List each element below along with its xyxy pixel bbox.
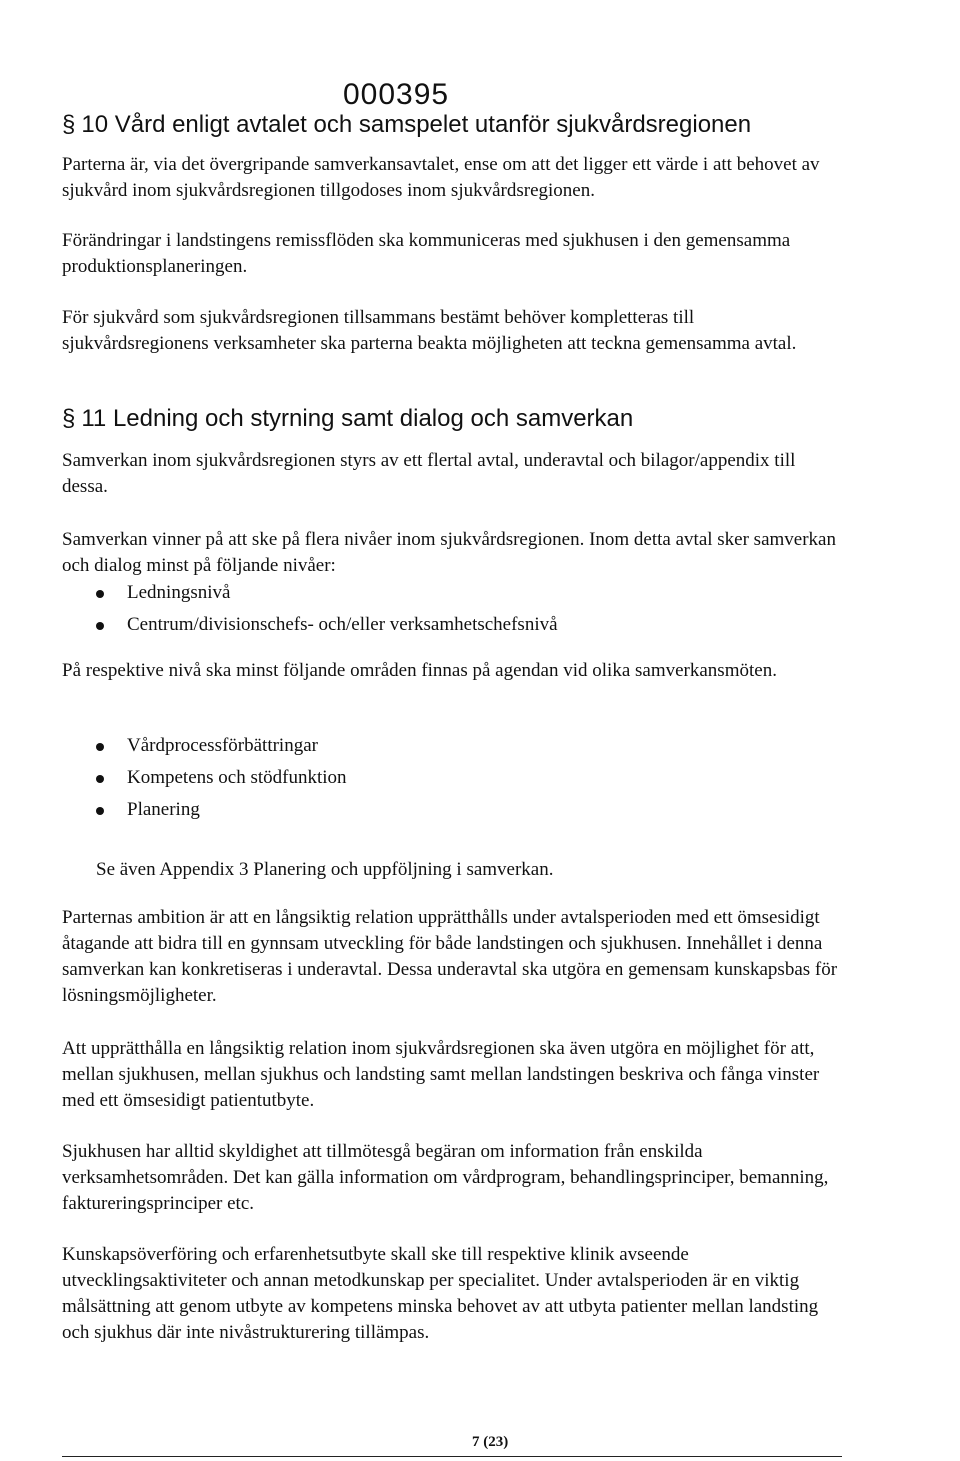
section-10-paragraph-2: Förändringar i landstingens remissflöden ska kommuniceras med sjukhusen i den gemensamma produktionsplaneringen. (62, 230, 791, 277)
page-number: 7 (23) (472, 1434, 509, 1450)
archive-stamp-number: 000395 (343, 78, 450, 111)
list-item: Ledningsnivå (96, 577, 558, 609)
list-item: Planering (96, 794, 347, 826)
section-11-intro: Samverkan inom sjukvårdsregionen styrs av ett flertal avtal, underavtal och bilagor/appendix till dessa. (62, 450, 796, 497)
list-item: Centrum/divisionschefs- och/eller verksamhetschefsnivå (96, 609, 558, 641)
section-11-paragraph-2: Att upprätthålla en långsiktig relation inom sjukvårdsregionen ska även utgöra en möjlighet för att, mellan sjukhusen, mellan sjukhus och landsting samt mellan landstingen beskriva och fånga vinster med ett ömsesidigt patientutbyte. (62, 1038, 820, 1111)
section-11-title: 11 Ledning och styrning samt dialog och samverkan (81, 405, 634, 432)
section-symbol: § (62, 405, 76, 432)
section-11-levels-text: Samverkan vinner på att ske på flera nivåer inom sjukvårdsregionen. Inom detta avtal sker samverkan och dialog minst på följande nivåer: (62, 529, 836, 576)
section-10-heading (62, 110, 751, 140)
section-11-heading (62, 404, 633, 434)
section-symbol: § (62, 111, 76, 138)
section-11-paragraph-3: Sjukhusen har alltid skyldighet att tillmötesgå begäran om information från enskilda verksamhetsområden. Det kan gälla information om vårdprogram, behandlingsprinciper, bemanning, faktureringsprinciper etc. (62, 1141, 829, 1214)
list-item: Vårdprocessförbättringar (96, 730, 347, 762)
areas-list (96, 730, 347, 826)
section-10-paragraph-1: Parterna är, via det övergripande samverkansavtalet, ense om att det ligger ett värde i att behovet av sjukvård inom sjukvårdsregionen tillgodoses inom sjukvårdsregionen. (62, 154, 820, 201)
list-item: Kompetens och stödfunktion (96, 762, 347, 794)
see-also-appendix: Se även Appendix 3 Planering och uppföljning i samverkan. (96, 859, 554, 880)
footer-divider (62, 1456, 842, 1457)
section-11-paragraph-4: Kunskapsöverföring och erfarenhetsutbyte skall ske till respektive klinik avseende utvecklingsaktiviteter och annan metodkunskap per specialitet. Under avtalsperioden är en viktig målsättning att genom utbyte av kompetens minska behovet av att utbyta patienter mellan landsting och sjukhus där inte nivåstrukturering tillämpas. (62, 1244, 819, 1343)
section-11-paragraph-1: Parternas ambition är att en långsiktig relation upprätthålls under avtalsperioden med ett ömsesidigt åtagande att bidra till en gynnsam utveckling för både landstingen och sjukhusen. Innehållet i denna samverkan kan konkretiseras i underavtal. Dessa underavtal ska utgöra en gemensam kunskapsbas för lösningsmöjligheter. (62, 907, 838, 1006)
section-10-paragraph-3: För sjukvård som sjukvårdsregionen tillsammans bestämt behöver kompletteras till sjukvårdsregionens verksamheter ska parterna beakta möjligheten att teckna gemensamma avtal. (62, 307, 797, 354)
section-10-title: 10 Vård enligt avtalet och samspelet utanför sjukvårdsregionen (81, 111, 752, 138)
levels-list (96, 577, 558, 641)
section-11-areas-text: På respektive nivå ska minst följande områden finnas på agendan vid olika samverkansmöten. (62, 660, 777, 681)
